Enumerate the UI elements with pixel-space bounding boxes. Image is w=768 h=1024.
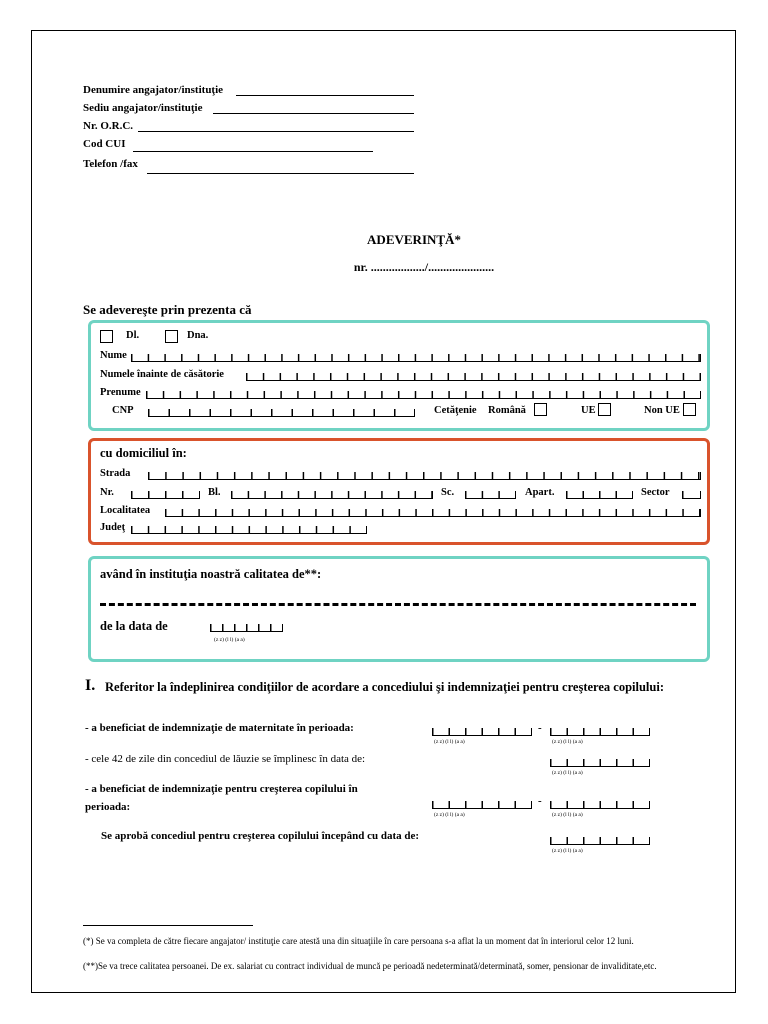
mrs-checkbox[interactable]	[165, 330, 178, 343]
childcare-start-hint: (z z) (l l) (a a)	[434, 812, 465, 818]
childcare-label-line1: - a beneficiat de indemnizaţie pentru creşterea copilului în	[85, 783, 358, 795]
approval-label: Se aprobă concediul pentru creşterea copilului începând cu data de:	[101, 830, 420, 842]
childcare-end-field[interactable]	[550, 801, 649, 809]
maternity-end-field[interactable]	[550, 728, 649, 736]
eu-checkbox[interactable]	[598, 403, 611, 416]
sector-label: Sector	[641, 487, 670, 498]
block-label: Bl.	[208, 487, 221, 498]
quality-field[interactable]	[100, 603, 696, 606]
block-field[interactable]	[231, 491, 432, 499]
maternity-end-hint: (z z) (l l) (a a)	[552, 739, 583, 745]
maternity-label: - a beneficiat de indemnizaţie de maternitate în perioada:	[85, 722, 354, 734]
document-number: nr. ................../......................	[353, 260, 495, 274]
childcare-dash: -	[538, 795, 542, 807]
maiden-name-label: Numele înainte de căsătorie	[100, 369, 224, 380]
first-name-field[interactable]	[146, 391, 700, 399]
childcare-end-hint: (z z) (l l) (a a)	[552, 812, 583, 818]
last-name-field[interactable]	[131, 354, 700, 362]
non-eu-label: Non UE	[644, 405, 680, 416]
postpartum-hint: (z z) (l l) (a a)	[552, 770, 583, 776]
employer-seat-label: Sediu angajator/instituţie	[83, 102, 203, 114]
locality-label: Localitatea	[100, 505, 151, 516]
no-field[interactable]	[131, 491, 199, 499]
quality-heading: având în instituţia noastră calitatea de**:	[100, 567, 322, 581]
approval-date-field[interactable]	[550, 837, 649, 845]
street-field[interactable]	[148, 472, 700, 480]
staircase-label: Sc.	[441, 487, 455, 498]
mr-checkbox[interactable]	[100, 330, 113, 343]
postpartum-field[interactable]	[550, 759, 649, 767]
sector-field[interactable]	[682, 491, 700, 499]
employer-name-field[interactable]	[236, 95, 414, 96]
county-field[interactable]	[131, 526, 366, 534]
mrs-label: Dna.	[187, 330, 209, 341]
postpartum-label: - cele 42 de zile din concediul de lăuzie se împlinesc în data de:	[85, 753, 366, 765]
non-eu-checkbox[interactable]	[683, 403, 696, 416]
since-date-hint: (z z) (l l) (a a)	[214, 637, 245, 643]
document-title: ADEVERINŢĂ*	[367, 232, 461, 247]
staircase-field[interactable]	[465, 491, 515, 499]
eu-label: UE	[581, 405, 596, 416]
no-label: Nr.	[100, 487, 114, 498]
locality-field[interactable]	[165, 509, 700, 517]
phone-field[interactable]	[147, 173, 414, 174]
employer-name-label: Denumire angajator/instituţie	[83, 84, 224, 96]
romanian-label: Română	[488, 405, 526, 416]
approval-date-hint: (z z) (l l) (a a)	[552, 848, 583, 854]
cui-label: Cod CUI	[83, 138, 126, 150]
since-date-label: de la data de	[100, 619, 168, 633]
last-name-label: Nume	[100, 350, 127, 361]
first-name-label: Prenume	[100, 387, 141, 398]
county-label: Judeţ	[100, 522, 126, 533]
address-heading: cu domiciliul în:	[100, 446, 187, 460]
romanian-checkbox[interactable]	[534, 403, 547, 416]
maiden-name-field[interactable]	[246, 373, 700, 381]
maternity-start-hint: (z z) (l l) (a a)	[434, 739, 465, 745]
cnp-field[interactable]	[148, 409, 414, 417]
mr-label: Dl.	[126, 330, 140, 341]
footnote-1: (*) Se va completa de către fiecare angajator/ instituţie care atestă una din situaţiile în care persoana s-a aflat la un moment dat în interiorul celor 12 luni.	[83, 936, 634, 946]
childcare-start-field[interactable]	[432, 801, 531, 809]
footnote-divider	[83, 925, 253, 926]
section-text: Referitor la îndeplinirea condiţiilor de acordare a concediului şi indemnizaţiei pentru creşterea copilului:	[105, 680, 664, 694]
footnote-2: (**)Se va trece calitatea persoanei. De ex. salariat cu contract individual de muncă pe perioadă nedeterminată/determinată, somer, pensionar de invaliditate,etc.	[83, 961, 657, 971]
cui-field[interactable]	[133, 151, 373, 152]
orc-field[interactable]	[138, 131, 414, 132]
since-date-field[interactable]	[210, 624, 282, 632]
childcare-label-line2: perioada:	[85, 801, 131, 813]
employer-seat-field[interactable]	[213, 113, 414, 114]
apartment-label: Apart.	[525, 487, 555, 498]
street-label: Strada	[100, 468, 131, 479]
orc-label: Nr. O.R.C.	[83, 120, 134, 132]
maternity-start-field[interactable]	[432, 728, 531, 736]
cnp-label: CNP	[112, 405, 134, 416]
phone-label: Telefon /fax	[83, 158, 138, 170]
intro-text: Se adevereşte prin prezenta că	[83, 302, 252, 317]
apartment-field[interactable]	[566, 491, 632, 499]
citizenship-label: Cetăţenie	[434, 405, 477, 416]
section-numeral: I.	[85, 677, 96, 694]
maternity-dash: -	[538, 722, 542, 734]
